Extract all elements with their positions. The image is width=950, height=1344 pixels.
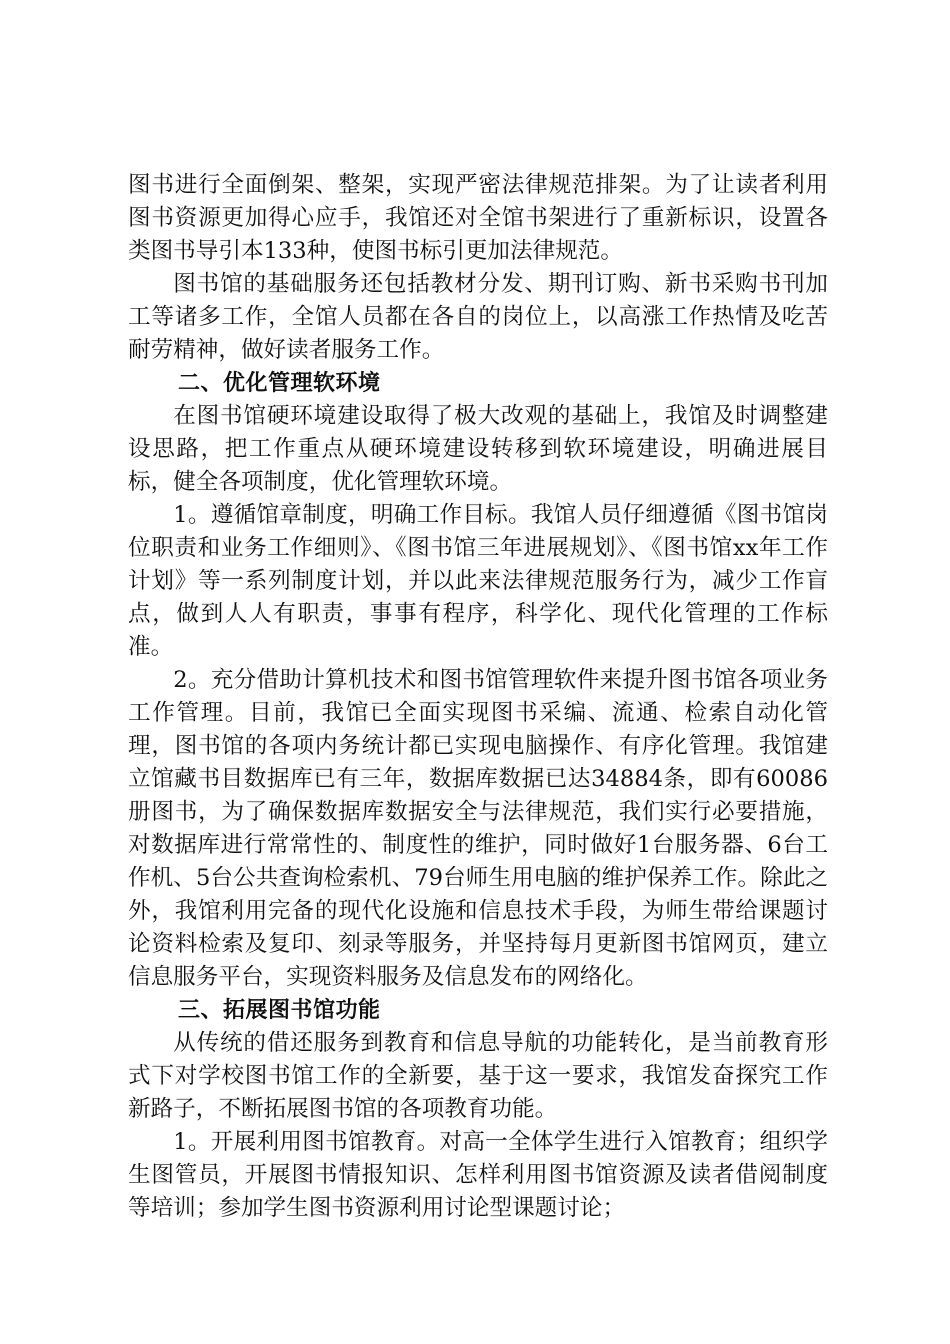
paragraph-function-transformation: 从传统的借还服务到教育和信息导航的功能转化，是当前教育形式下对学校图书馆工作的全新要，基于这一要求，我馆发奋探究工作新路子，不断拓展图书馆的各项教育功能。 [128,1030,828,1122]
document-body [128,169,828,1225]
paragraph-basic-services: 图书馆的基础服务还包括教材分发、期刊订购、新书采购书刊加工等诸多工作，全馆人员都在各自的岗位上，以高涨工作热情及吃苦耐劳精神，做好读者服务工作。 [128,271,828,363]
section-heading-expand-functions: 三、拓展图书馆功能 [178,998,381,1023]
paragraph-rules-goals: 1。遵循馆章制度，明确工作目标。我馆人员仔细遵循《图书馆岗位职责和业务工作细则》、《图书馆三年进展规划》、《图书馆xx年工作计划》等一系列制度计划，并以此来法律规范服务行为，减少工作盲点，做到人人有职责，事事有程序，科学化、现代化管理的工作标准。 [128,502,828,660]
section-heading-optimize-management: 二、优化管理软环境 [178,371,381,396]
paragraph-library-education: 1。开展利用图书馆教育。对高一全体学生进行入馆教育；组织学生图管员，开展图书情报知识、怎样利用图书馆资源及读者借阅制度等培训；参加学生图书资源利用讨论型课题讨论； [128,1129,828,1221]
paragraph-shelving: 图书进行全面倒架、整架，实现严密法律规范排架。为了让读者利用图书资源更加得心应手，我馆还对全馆书架进行了重新标识，设置各类图书导引本133种，使图书标引更加法律规范。 [128,172,828,264]
paragraph-soft-environment: 在图书馆硬环境建设取得了极大改观的基础上，我馆及时调整建设思路，把工作重点从硬环境建设转移到软环境建设，明确进展目标，健全各项制度，优化管理软环境。 [128,403,828,495]
paragraph-computer-technology: 2。充分借助计算机技术和图书馆管理软件来提升图书馆各项业务工作管理。目前，我馆已全面实现图书采编、流通、检索自动化管理，图书馆的各项内务统计都已实现电脑操作、有序化管理。我馆建立馆藏书目数据库已有三年，数据库数据已达34884条，即有60086册图书，为了确保数据库数据安全与法律规范，我们实行必要措施，对数据库进行常常性的、制度性的维护，同时做好1台服务器、6台工作机、5台公共查询检索机、79台师生用电脑的维护保养工作。除此之外，我馆利用完备的现代化设施和信息技术手段，为师生带给课题讨论资料检索及复印、刻录等服务，并坚持每月更新图书馆网页，建立信息服务平台，实现资料服务及信息发布的网络化。 [128,667,828,990]
